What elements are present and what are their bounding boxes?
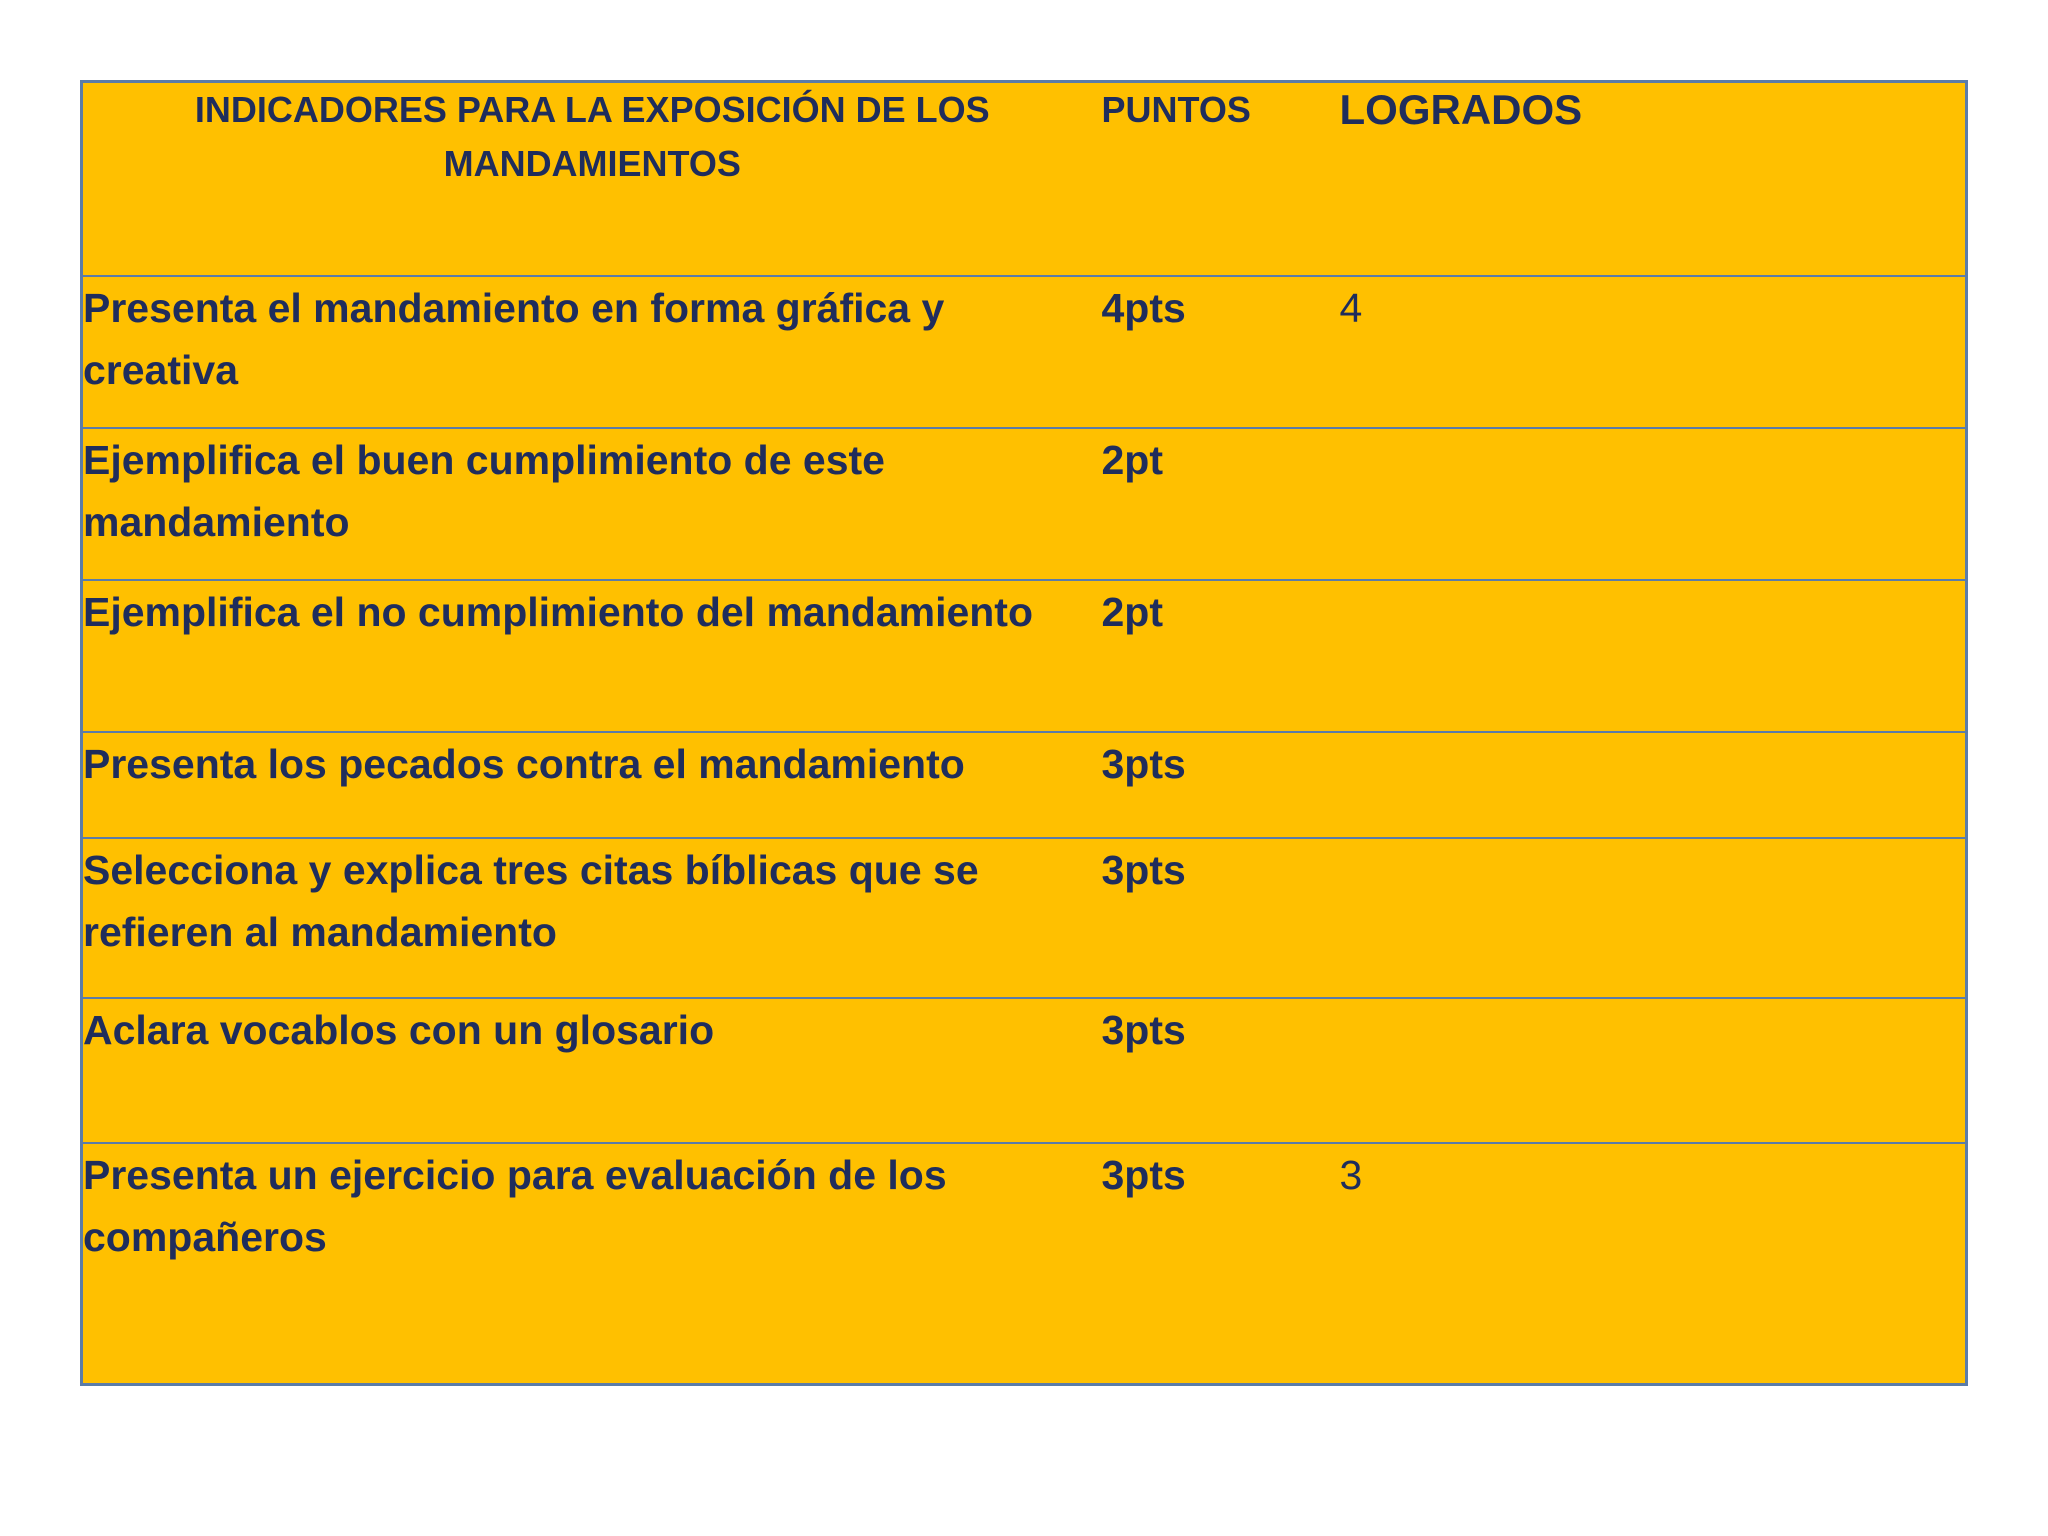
table-header-row [82,82,1967,276]
puntos-cell: 3pts [1102,998,1340,1143]
indicador-cell: Presenta los pecados contra el mandamiento [82,732,1102,838]
puntos-cell: 2pt [1102,580,1340,732]
puntos-cell: 3pts [1102,838,1340,998]
indicador-cell: Ejemplifica el buen cumplimiento de este mandamiento [82,428,1102,580]
table-row [82,998,1967,1143]
rubric-table [80,80,1968,1386]
logrados-cell [1340,428,1967,580]
indicador-cell: Aclara vocablos con un glosario [82,998,1102,1143]
indicador-cell: Ejemplifica el no cumplimiento del mandamiento [82,580,1102,732]
table-row [82,580,1967,732]
logrados-cell [1340,838,1967,998]
puntos-cell: 3pts [1102,1143,1340,1385]
logrados-cell: 3 [1340,1143,1967,1385]
table-row [82,1143,1967,1385]
header-puntos: PUNTOS [1101,89,1251,130]
header-logrados: LOGRADOS [1339,86,1583,133]
indicador-cell: Presenta el mandamiento en forma gráfica y creativa [82,276,1102,428]
logrados-cell [1340,732,1967,838]
header-indicadores: INDICADORES PARA LA EXPOSICIÓN DE LOS MANDAMIENTOS [194,89,990,184]
table-row [82,428,1967,580]
table-row [82,276,1967,428]
logrados-cell: 4 [1340,276,1967,428]
logrados-cell [1340,580,1967,732]
logrados-cell [1340,998,1967,1143]
puntos-cell: 3pts [1102,732,1340,838]
indicador-cell: Presenta un ejercicio para evaluación de los compañeros [82,1143,1102,1385]
table-row [82,838,1967,998]
puntos-cell: 2pt [1102,428,1340,580]
puntos-cell: 4pts [1102,276,1340,428]
table-row [82,732,1967,838]
indicador-cell: Selecciona y explica tres citas bíblicas que se refieren al mandamiento [82,838,1102,998]
